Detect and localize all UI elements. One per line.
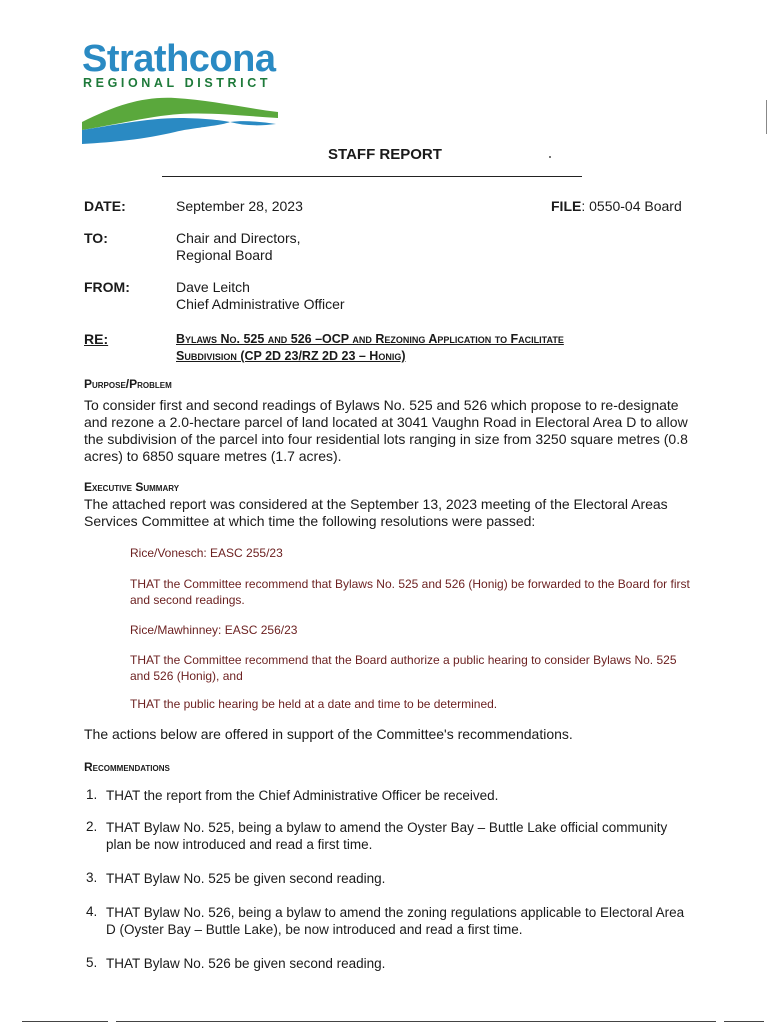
footer-rule — [724, 1021, 764, 1022]
re-line-1: Bylaws No. 525 and 526 –OCP and Rezoning Application to Facilitate — [176, 332, 564, 346]
logo-wordmark: Strathcona — [82, 38, 276, 80]
purpose-text: To consider first and second readings of Bylaws No. 525 and 526 which propose to re-designate and rezone a 2.0-hectare parcel of land located at 3041 Vaughn Road in Electoral Area D to allow the subdivision of the parcel into four residential lots ranging in size from 3250 square metres (0.8 acres) to 6850 square metres (1.7 acres). — [84, 397, 688, 464]
from-line-1: Dave Leitch — [176, 279, 250, 295]
from-label: FROM: — [84, 279, 130, 295]
page-title: STAFF REPORT — [328, 146, 442, 163]
re-label: RE: — [84, 331, 109, 347]
title-rule — [162, 176, 582, 177]
resolution-text-1: THAT the Committee recommend that Bylaws No. 525 and 526 (Honig) be forwarded to the Board for first and second readings. — [130, 577, 690, 607]
resolution-text-2: THAT the Committee recommend that the Board authorize a public hearing to consider Bylaws No. 525 and 526 (Honig), and — [130, 653, 677, 683]
to-line-2: Regional Board — [176, 247, 273, 263]
rec-text: THAT the report from the Chief Administrative Officer be received. — [106, 788, 499, 803]
resolution-mover-2: Rice/Mawhinney: EASC 256/23 — [130, 623, 298, 637]
re-subject — [176, 331, 676, 365]
date-label: DATE: — [84, 198, 126, 214]
footer-rule — [22, 1021, 108, 1022]
purpose-heading: Purpose/Problem — [84, 377, 172, 391]
resolution-text-3: THAT the public hearing be held at a date and time to be determined. — [130, 697, 498, 711]
re-line-2: Subdivision (CP 2D 23/RZ 2D 23 – Honig) — [176, 349, 406, 363]
from-line-2: Chief Administrative Officer — [176, 296, 345, 312]
logo-landscape-icon — [80, 90, 280, 146]
rec-text: THAT Bylaw No. 526, being a bylaw to amend the zoning regulations applicable to Electoral Area D (Oyster Bay – Buttle Lake), be now introduced and read a first time. — [106, 905, 685, 937]
footer-rule — [116, 1021, 716, 1022]
date-value: September 28, 2023 — [176, 198, 303, 214]
recommendations-heading: Recommendations — [84, 760, 170, 774]
rec-text: THAT Bylaw No. 525 be given second reading. — [106, 871, 386, 886]
summary-heading: Executive Summary — [84, 480, 180, 494]
summary-closing: The actions below are offered in support of the Committee's recommendations. — [84, 726, 573, 742]
to-label: TO: — [84, 230, 108, 246]
rec-number: 1. — [86, 787, 98, 802]
file-value: : 0550-04 Board — [581, 198, 682, 214]
rec-text: THAT Bylaw No. 526 be given second reading. — [106, 956, 386, 971]
rec-number: 2. — [86, 819, 98, 834]
file-label: FILE — [551, 198, 582, 214]
from-sender — [176, 279, 345, 313]
rec-number: 3. — [86, 870, 98, 885]
file-reference — [551, 198, 682, 214]
resolution-mover-1: Rice/Vonesch: EASC 255/23 — [130, 546, 283, 560]
logo-subtitle: REGIONAL DISTRICT — [83, 76, 272, 90]
to-recipient — [176, 230, 301, 264]
rec-text: THAT Bylaw No. 525, being a bylaw to amend the Oyster Bay – Buttle Lake official community plan be now introduced and read a first time. — [106, 820, 668, 852]
rec-number: 4. — [86, 904, 98, 919]
to-line-1: Chair and Directors, — [176, 230, 301, 246]
scan-edge-mark — [766, 100, 767, 134]
scan-speck — [549, 156, 551, 158]
summary-text: The attached report was considered at the September 13, 2023 meeting of the Electoral Areas Services Committee at which time the following resolutions were passed: — [84, 496, 668, 529]
rec-number: 5. — [86, 955, 98, 970]
